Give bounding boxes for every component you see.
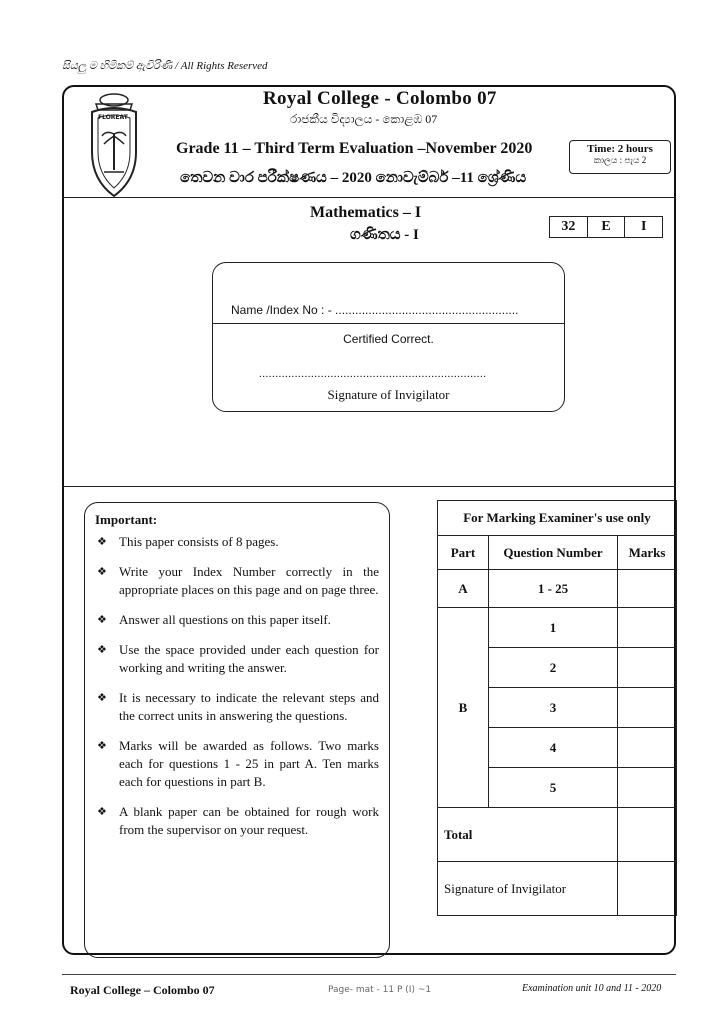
part-b-q1-marks-cell[interactable] — [618, 608, 677, 648]
col-marks: Marks — [618, 536, 677, 570]
footer-page: Page- mat - 11 P (I) ~1 — [328, 985, 432, 995]
instruction-item: ❖ Use the space provided under each question for working and writing the answer. — [97, 642, 379, 675]
part-b-q3-marks-cell[interactable] — [618, 688, 677, 728]
important-instructions — [84, 502, 390, 958]
exam-title: Grade 11 – Third Term Evaluation –November 2020 — [176, 140, 533, 157]
part-b-q4: 4 — [489, 728, 618, 768]
college-crest-icon — [84, 90, 144, 200]
table-signature-label: Signature of Invigilator — [438, 862, 618, 916]
col-question-number: Question Number — [489, 536, 618, 570]
part-b-q4-marks-cell[interactable] — [618, 728, 677, 768]
part-b-q2-marks-cell[interactable] — [618, 648, 677, 688]
total-label: Total — [438, 808, 618, 862]
part-a-label: A — [438, 570, 489, 608]
footer-exam-unit: Examination unit 10 and 11 - 2020 — [522, 983, 662, 994]
crest-motto: FLOREAT — [98, 114, 128, 121]
diamond-bullet-icon: ❖ — [97, 644, 107, 656]
part-a-questions: 1 - 25 — [489, 570, 618, 608]
paper-code-number: 32 — [550, 217, 588, 237]
certified-correct: Certified Correct. — [343, 332, 434, 346]
name-index-field[interactable]: Name /Index No : - ....................................................... — [231, 303, 519, 317]
diamond-bullet-icon: ❖ — [97, 566, 107, 578]
paper-code — [549, 216, 663, 238]
part-b-q2: 2 — [489, 648, 618, 688]
instruction-item: ❖ Answer all questions on this paper itself. — [97, 612, 331, 627]
diamond-bullet-icon: ❖ — [97, 740, 107, 752]
paper-code-medium: E — [588, 217, 626, 237]
subject-title-sinhala: ගණිතය - I — [350, 227, 419, 243]
time-box — [569, 140, 671, 174]
diamond-bullet-icon: ❖ — [97, 536, 107, 548]
college-name-sinhala: රාජකීය විද්‍යාලය - කොළඹ 07 — [290, 112, 438, 126]
instruction-item: ❖ Write your Index Number correctly in the appropriate places on this page and on page three. — [97, 564, 379, 597]
instruction-item: ❖ It is necessary to indicate the relevant steps and the correct units in answering the questions. — [97, 690, 379, 723]
table-signature-cell[interactable] — [618, 862, 677, 916]
college-name: Royal College - Colombo 07 — [263, 88, 497, 109]
part-b-label: B — [438, 608, 489, 808]
part-b-q1: 1 — [489, 608, 618, 648]
invigilator-signature-label: Signature of Invigilator — [327, 387, 450, 402]
invigilator-signature-line[interactable]: ...................................................................... — [259, 368, 487, 380]
col-part: Part — [438, 536, 489, 570]
instruction-item: ❖ This paper consists of 8 pages. — [97, 534, 279, 549]
instruction-item: ❖ Marks will be awarded as follows. Two marks each for questions 1 - 25 in part A. Ten marks each for questions in part B. — [97, 738, 379, 789]
diamond-bullet-icon: ❖ — [97, 806, 107, 818]
time-label: Time: 2 hours — [587, 143, 653, 155]
name-index-box — [212, 262, 565, 412]
footer-divider — [62, 974, 676, 975]
part-b-q5-marks-cell[interactable] — [618, 768, 677, 808]
subject-title: Mathematics – I — [310, 204, 422, 221]
part-b-q5: 5 — [489, 768, 618, 808]
part-a-marks-cell[interactable] — [618, 570, 677, 608]
part-b-q3: 3 — [489, 688, 618, 728]
diamond-bullet-icon: ❖ — [97, 614, 107, 626]
name-section-divider — [62, 486, 676, 487]
header-divider — [62, 197, 676, 198]
marking-table — [437, 500, 677, 916]
instruction-item: ❖ A blank paper can be obtained for rough work from the supervisor on your request. — [97, 804, 379, 837]
total-marks-cell[interactable] — [618, 808, 677, 862]
time-label-sinhala: කාලය : පැය 2 — [593, 155, 647, 165]
rights-reserved: සියලු ම හිමිකම් ඇවිරිණි / All Rights Reserved — [62, 60, 268, 72]
footer-college: Royal College – Colombo 07 — [70, 983, 215, 997]
marking-table-title: For Marking Examiner's use only — [438, 501, 677, 536]
exam-title-sinhala: තෙවන වාර පරීක්ෂණය – 2020 නොවැම්බර් –11 ශ්‍රේණිය — [180, 170, 527, 186]
diamond-bullet-icon: ❖ — [97, 692, 107, 704]
name-box-divider — [213, 323, 564, 324]
important-title: Important: — [95, 512, 158, 527]
paper-code-part: I — [640, 219, 647, 234]
